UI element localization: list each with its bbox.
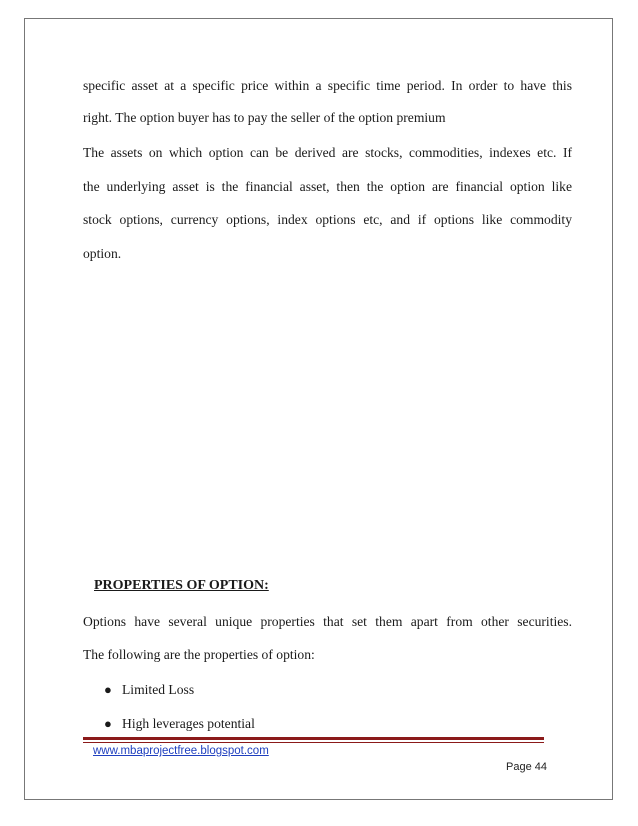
paragraph-3-line-2: The following are the properties of option:	[83, 647, 315, 662]
paragraph-2-line-3: stock options, currency options, index options etc, and if options like commodity	[83, 212, 572, 227]
paragraph-3-line-1: Options have several unique properties that set them apart from other securities.	[83, 614, 572, 629]
bullet-text: Limited Loss	[122, 682, 195, 697]
bullet-item	[104, 682, 194, 698]
section-heading: PROPERTIES OF OPTION:	[94, 578, 269, 593]
bullet-icon: ●	[104, 716, 112, 731]
paragraph-2-line-4: option.	[83, 246, 122, 261]
paragraph-2-line-2: the underlying asset is the financial asset, then the option are financial option like	[83, 179, 572, 194]
footer-website-link[interactable]: www.mbaprojectfree.blogspot.com	[93, 745, 269, 757]
footer-rule-thin	[83, 742, 544, 743]
page-number: Page 44	[506, 761, 547, 773]
bullet-item	[104, 716, 255, 732]
bullet-text: High leverages potential	[122, 716, 255, 731]
footer-rule	[83, 737, 544, 740]
bullet-icon: ●	[104, 682, 112, 697]
paragraph-2-line-1: The assets on which option can be derived are stocks, commodities, indexes etc. If	[83, 145, 572, 160]
paragraph-1-line-2: right. The option buyer has to pay the seller of the option premium	[83, 110, 446, 125]
paragraph-1-line-1: specific asset at a specific price within a specific time period. In order to have this	[83, 78, 572, 93]
